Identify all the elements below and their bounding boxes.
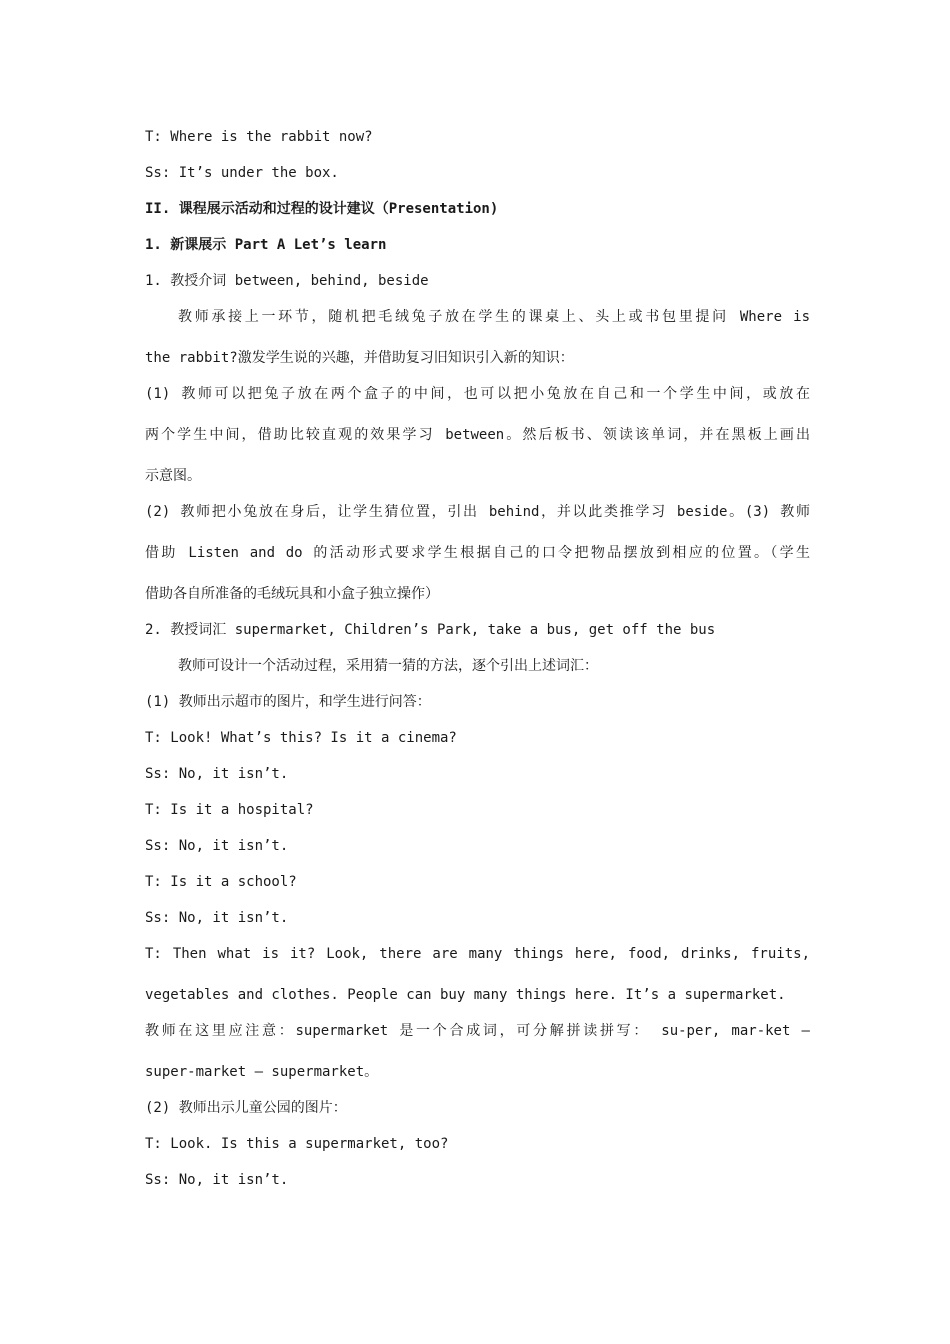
item-heading: 1. 教授介词 between, behind, beside [145,273,429,289]
dialogue-line: Ss: No, it isn’t. [145,838,289,854]
dialogue-line: Ss: It’s under the box. [145,165,339,181]
paragraph-line: the rabbit?激发学生说的兴趣，并借助复习旧知识引入新的知识： [145,350,574,366]
dialogue-line: Ss: No, it isn’t. [145,1172,289,1188]
paragraph-line: 借助各自所准备的毛绒玩具和小盒子独立操作） [145,586,439,602]
paragraph-line: 两个学生中间，借助比较直观的效果学习 between。然后板书、领读该单词，并在黑板上画出 [145,427,810,443]
dialogue-line: Ss: No, it isn’t. [145,910,289,926]
dialogue-line: T: Look. Is this a supermarket, too? [145,1136,449,1152]
section-heading: II. 课程展示活动和过程的设计建议（Presentation) [145,201,499,217]
dialogue-line: T: Where is the rabbit now? [145,129,373,145]
paragraph-line: (1) 教师可以把兔子放在两个盒子的中间，也可以把小兔放在自己和一个学生中间，或放在 [145,386,810,402]
paragraph-line: 示意图。 [145,468,201,484]
paragraph-line: super-market — supermarket。 [145,1064,379,1080]
dialogue-line: vegetables and clothes. People can buy many things here. It’s a supermarket. [145,987,786,1003]
paragraph-line: 教师承接上一环节，随机把毛绒兔子放在学生的课桌上、头上或书包里提问 Where is [178,309,810,325]
paragraph-line: 借助 Listen and do 的活动形式要求学生根据自己的口令把物品摆放到相应的位置。（学生 [145,545,810,561]
paragraph-line: 教师可设计一个活动过程，采用猜一猜的方法，逐个引出上述词汇： [178,658,598,674]
paragraph-line: (2) 教师把小兔放在身后，让学生猜位置，引出 behind，并以此类推学习 beside。(3) 教师 [145,504,810,520]
paragraph-line: 教师在这里应注意：supermarket 是一个合成词，可分解拼读拼写： su-per, mar-ket — [145,1023,810,1039]
subsection-heading: 1. 新课展示 Part A Let’s learn [145,237,387,253]
dialogue-line: Ss: No, it isn’t. [145,766,289,782]
paragraph-line: (1) 教师出示超市的图片，和学生进行问答： [145,694,431,710]
dialogue-line: T: Look! What’s this? Is it a cinema? [145,730,457,746]
paragraph-line: (2) 教师出示儿童公园的图片： [145,1100,347,1116]
dialogue-line: T: Is it a hospital? [145,802,314,818]
dialogue-line: T: Is it a school? [145,874,297,890]
dialogue-line: T: Then what is it? Look, there are many things here, food, drinks, fruits, [145,946,810,962]
item-heading: 2. 教授词汇 supermarket, Children’s Park, take a bus, get off the bus [145,622,716,638]
